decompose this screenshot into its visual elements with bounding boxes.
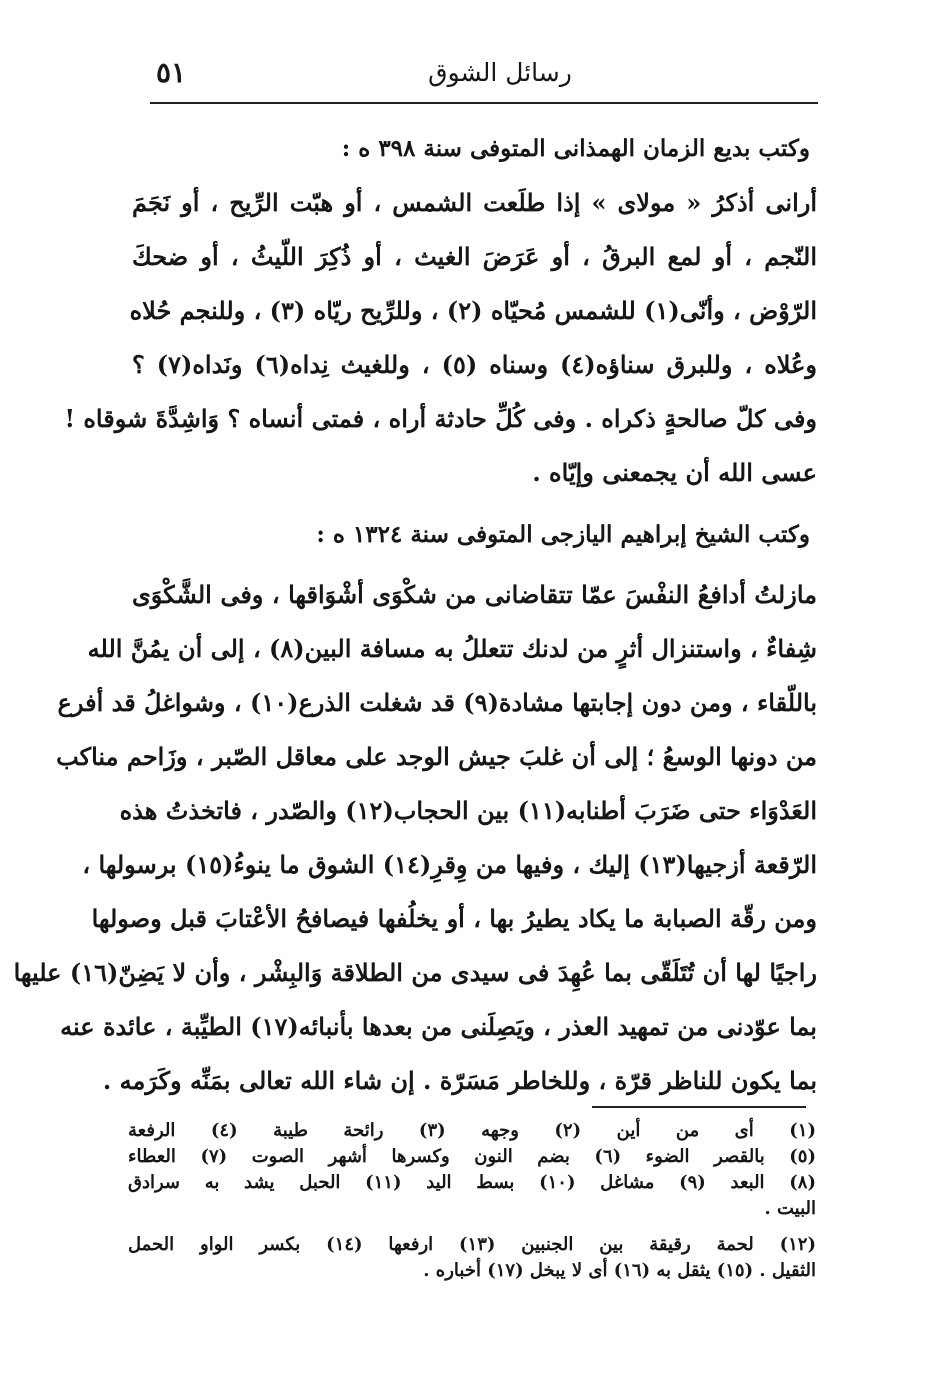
section-1-body xyxy=(64,176,818,500)
body-line: العَدْوَاء حتى ضَرَبَ أطنابه(١١) بين الحجاب(١٢) والصّدر ، فاتخذتُ هذه xyxy=(119,796,817,825)
body-line: عسى الله أن يجمعنى وإيّاه . xyxy=(532,458,817,487)
body-line: بما يكون للناظر قرّة ، وللخاطر مَسَرّة . إن شاء الله تعالى بمَنِّه وكَرَمه . xyxy=(102,1066,817,1095)
footnote-line: الثقيل . (١٥) يثقل به (١٦) أى لا يبخل (١٧) أخباره . xyxy=(423,1260,816,1281)
body-line: وفى كلّ صالحةٍ ذكراه . وفى كُلِّ حادثة أراه ، فمتى أنساه ؟ وَاشِدَّةَ شوقاه ! xyxy=(64,404,817,433)
footnote-line: (٨) البعد (٩) مشاغل (١٠) بسط اليد (١١) الحبل يشد به سرادق xyxy=(128,1172,816,1193)
footnote-divider xyxy=(592,1106,806,1108)
section-2-body xyxy=(13,568,817,1108)
body-line: ومن رقّة الصبابة ما يكاد يطيرُ بها ، أو يخلُفها فيصافحُ الأعْتابَ قبل وصولها xyxy=(91,904,817,933)
footnote-line: (١٢) لحمة رقيقة بين الجنبين (١٣) ارفعها (١٤) بكسر الواو الحمل xyxy=(128,1234,816,1255)
page-number: ٥١ xyxy=(156,56,187,89)
footnote-line: (١) أى من أين (٢) وجهه (٣) رائحة طيبة (٤) الرفعة xyxy=(128,1120,816,1141)
body-line: النّجم ، أو لمع البرقُ ، أو عَرَضَ الغيث ، أو ذُكِرَ اللّيثُ ، أو ضحكَ xyxy=(132,242,817,271)
header-divider xyxy=(150,102,818,104)
page-header xyxy=(150,54,815,98)
body-line: راجيًا لها أن تُتَلَقّى بما عُهِدَ فى سيدى من الطلاقة وَالبِشْر ، وأن لا يَضِنّ(١٦) عليها xyxy=(13,958,817,987)
body-line: باللّقاء ، ومن دون إجابتها مشادة(٩) قد شغلت الذرع(١٠) ، وشواغلُ قد أفرع xyxy=(57,688,817,717)
body-line: بما عوّدنى من تمهيد العذر ، ويَصِلَنى من بعدها بأنبائه(١٧) الطيِّبة ، عائدة عنه xyxy=(60,1012,817,1041)
body-line: شِفاءٌ ، واستنزال أثرٍ من لدنك تتعللُ به مسافة البين(٨) ، إلى أن يمُنَّ الله xyxy=(87,634,817,663)
footnote-line: البيت . xyxy=(764,1198,816,1219)
running-title: رسائل الشوق xyxy=(428,58,572,87)
footnote-line: (٥) بالقصر الضوء (٦) بضم النون وكسرها أشهر الصوت (٧) العطاء xyxy=(128,1146,816,1167)
body-line: مازلتُ أدافعُ النفْسَ عمّا تتقاضانى من شكْوَى أشْوَاقها ، وفى الشَّكْوَى xyxy=(132,580,817,609)
body-line: الرّقعة أزجيها(١٣) إليك ، وفيها من وِقرِ(١٤) الشوق ما ينوءُ(١٥) برسولها ، xyxy=(82,850,817,879)
body-line: وعُلاه ، وللبرق سناؤه(٤) وسناه (٥) ، وللغيث نِداه(٦) ونَداه(٧) ؟ xyxy=(132,350,818,379)
body-line: أرانى أذكرُ « مولاى » إذا طلَعت الشمس ، أو هبّت الرِّيح ، أو نَجَمَ xyxy=(132,188,817,217)
section-1-intro: وكتب بديع الزمان الهمذانى المتوفى سنة ٣٩٨ ه : xyxy=(341,135,810,162)
footnotes xyxy=(128,1118,816,1284)
section-2-intro: وكتب الشيخ إبراهيم اليازجى المتوفى سنة ١٣٢٤ ه : xyxy=(316,521,810,548)
body-line: من دونها الوسعُ ؛ إلى أن غلبَ جيش الوجد على معاقل الصّبر ، وزَاحم مناكب xyxy=(56,742,817,771)
body-line: الرّوْض ، وأنّى(١) للشمس مُحيّاه (٢) ، وللرِّيح ريّاه (٣) ، وللنجم حُلاه xyxy=(129,296,817,325)
